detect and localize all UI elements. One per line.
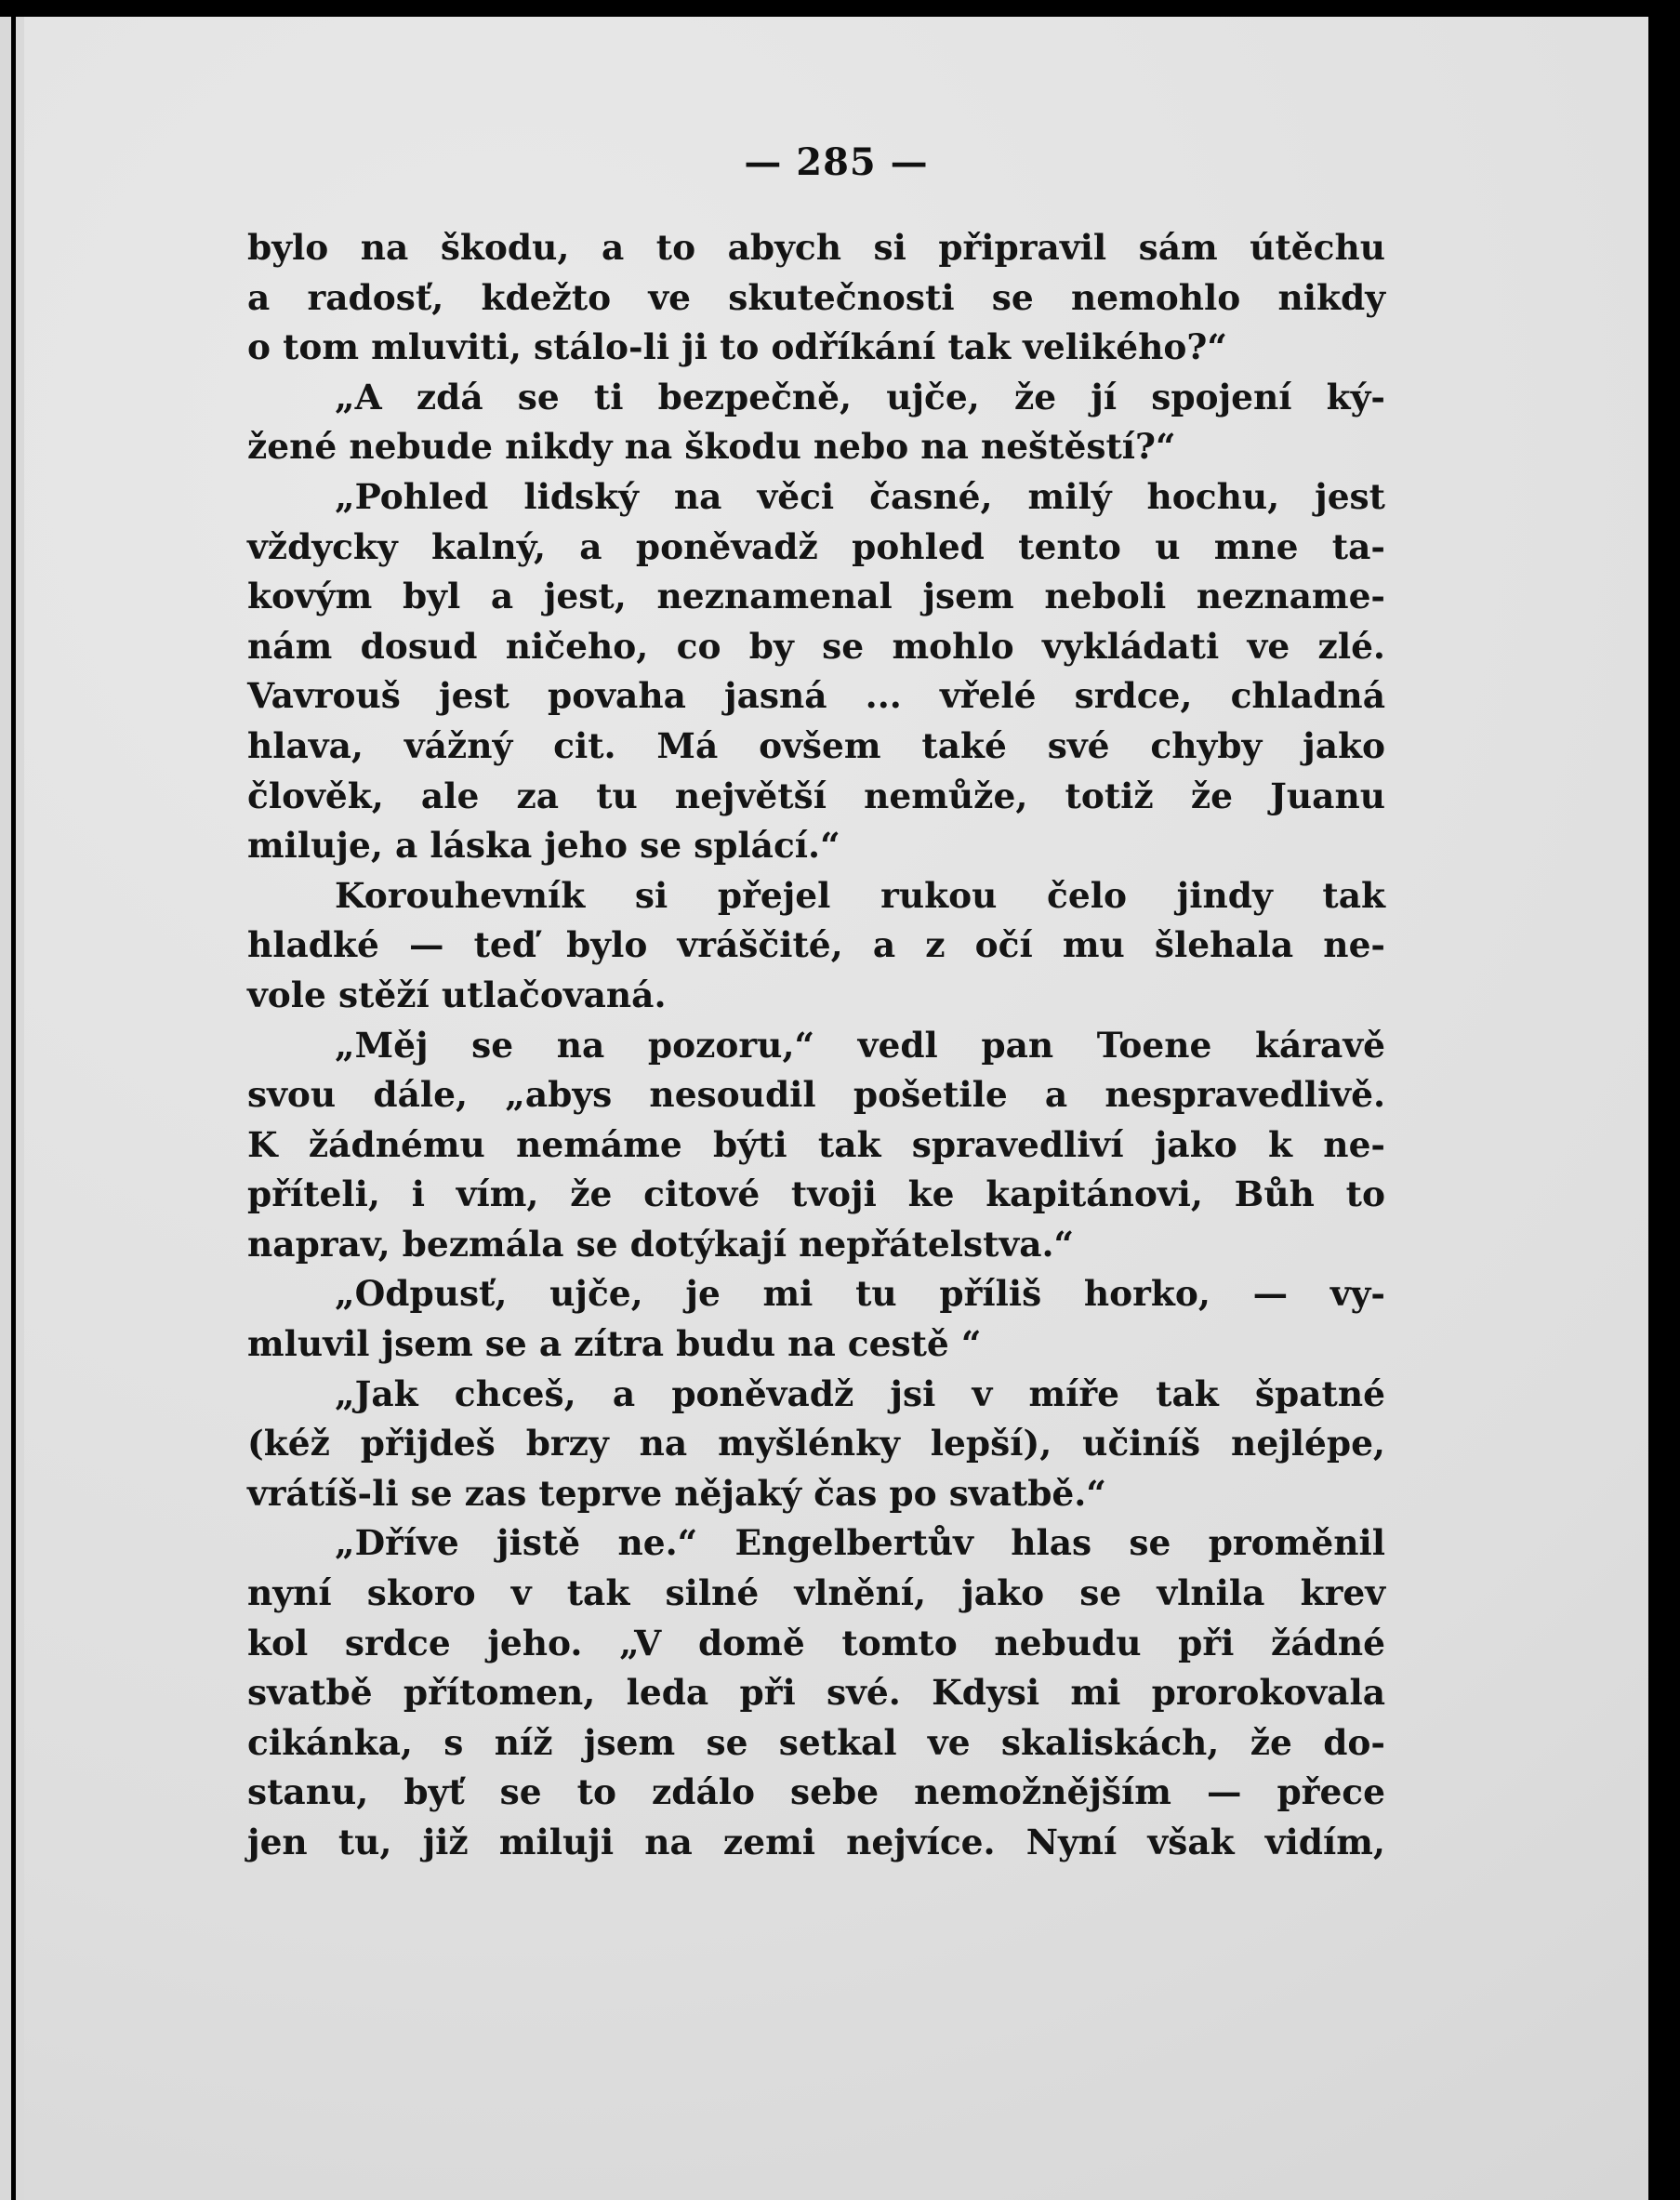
scan-border-right	[1648, 0, 1680, 2200]
text-line: vrátíš-li se zas teprve nějaký čas po svatbě.“	[247, 1472, 1106, 1514]
text-line: svatbě přítomen, leda při své. Kdysi mi prorokovala	[247, 1672, 1385, 1714]
text-line: stanu, byť se to zdálo sebe nemožnějším — přece	[247, 1771, 1385, 1813]
scan-border-left	[11, 0, 16, 2200]
text-line: příteli, i vím, že citové tvoji ke kapitánovi, Bůh to	[247, 1173, 1385, 1215]
text-line: naprav, bezmála se dotýkají nepřátelstva.“	[247, 1223, 1075, 1265]
text-line: „Odpusť, ujče, je mi tu příliš horko, — vy-	[335, 1273, 1385, 1315]
text-line: člověk, ale za tu největší nemůže, totiž že Juanu	[247, 775, 1385, 816]
text-line: bylo na škodu, a to abych si připravil sám útěchu	[247, 227, 1385, 268]
text-line: o tom mluviti, stálo-li ji to odříkání tak velikého?“	[247, 326, 1227, 368]
text-line: jen tu, již miluji na zemi nejvíce. Nyní však vidím,	[247, 1822, 1385, 1862]
text-line: miluje, a láska jeho se splácí.“	[247, 825, 840, 867]
text-line: „Jak chceš, a poněvadž jsi v míře tak špatné	[335, 1372, 1385, 1414]
text-line: K žádnému nemáme býti tak spravedliví jako k ne-	[247, 1123, 1385, 1165]
text-line: „A zdá se ti bezpečně, ujče, že jí spojení ký-	[335, 376, 1385, 417]
text-line: vole stěží utlačovaná.	[247, 974, 667, 1015]
text-line: „Dříve jistě ne.“ Engelbertův hlas se proměnil	[335, 1522, 1385, 1564]
text-line: kol srdce jeho. „V domě tomto nebudu při žádné	[247, 1622, 1385, 1663]
text-line: hladké — teď bylo vráščité, a z očí mu šlehala ne-	[247, 924, 1385, 966]
text-line: hlava, vážný cit. Má ovšem také své chyby jako	[247, 724, 1385, 766]
text-line: „Měj se na pozoru,“ vedl pan Toene káravě	[335, 1024, 1385, 1066]
text-line: nyní skoro v tak silné vlnění, jako se vlnila krev	[247, 1572, 1385, 1614]
page-text	[247, 223, 1385, 1868]
text-line: cikánka, s níž jsem se setkal ve skaliskách, že do-	[247, 1721, 1385, 1763]
page-number: — 285 —	[744, 140, 929, 184]
text-line: svou dále, „abys nesoudil pošetile a nespravedlivě.	[247, 1074, 1385, 1116]
text-line: vždycky kalný, a poněvadž pohled tento u mne ta-	[247, 525, 1385, 567]
text-line: (kéž přijdeš brzy na myšlénky lepší), učiníš nejlépe,	[247, 1423, 1385, 1464]
text-line: kovým byl a jest, neznamenal jsem neboli neznamе-	[247, 576, 1385, 617]
text-line: Vavrouš jest povaha jasná ... vřelé srdce, chladná	[247, 675, 1385, 717]
text-line: a radosť, kdežto ve skutečnosti se nemohlo nikdy	[247, 276, 1385, 318]
scan-border-top	[0, 0, 1680, 17]
text-line: žené nebude nikdy na škodu nebo na neštěstí?“	[247, 426, 1176, 468]
text-line: Korouhevník si přejel rukou čelo jindy tak	[335, 874, 1385, 916]
text-line: nám dosud ničeho, co by se mohlo vykládati ve zlé.	[247, 625, 1385, 667]
text-line: mluvil jsem se a zítra budu na cestě “	[247, 1323, 982, 1365]
text-line: „Pohled lidský na věci časné, milý hochu, jest	[335, 475, 1385, 517]
